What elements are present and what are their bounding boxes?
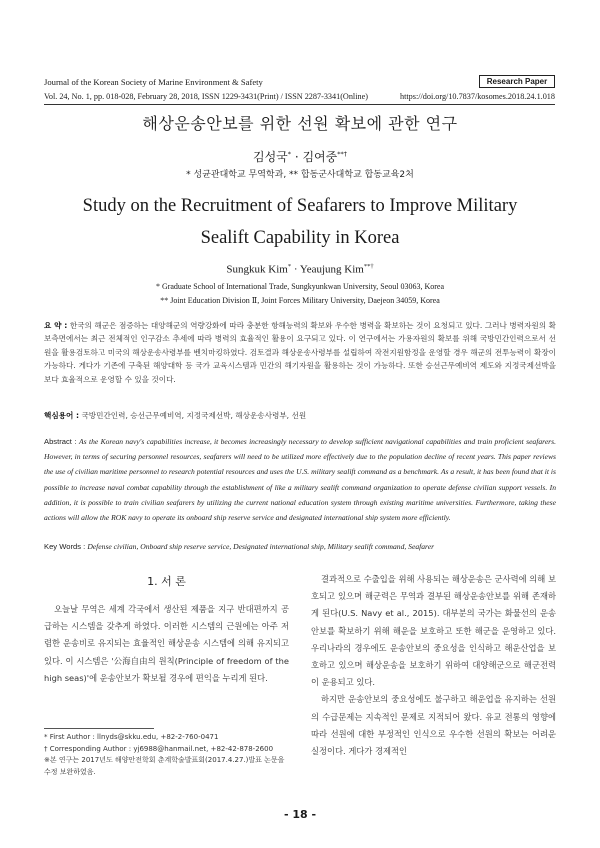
english-affiliation-2: ** Joint Education Division Ⅱ, Joint Forces Military University, Daejeon 34059, Korea (160, 296, 440, 305)
author-2-mark: **† (337, 150, 347, 158)
english-keywords-text: Defense civilian, Onboard ship reserve service, Designated international ship, Military sealift command, Seafarer (87, 542, 435, 551)
english-keywords-label: Key Words : (44, 542, 88, 551)
intro-paragraph-3: 하지만 운송안보의 중요성에도 불구하고 해운업을 유지하는 선원의 수급문제는 지속적인 문제로 지적되어 왔다. 유교 전통의 영향에 따라 선원에 대한 부정적인 인식으로 우수한 선원의 확보는 어려운 실정이다. 게다가 경제적인 (311, 694, 556, 757)
author-separator: · (291, 150, 303, 164)
doi-link[interactable]: https://doi.org/10.7837/kosomes.2018.24.1.018 (400, 92, 555, 101)
korean-keywords-text: 국방민간인력, 승선근무예비역, 지정국제선박, 해상운송사령부, 선원 (79, 411, 307, 420)
korean-title: 해상운송안보를 위한 선원 확보에 관한 연구 (142, 114, 458, 133)
korean-author-2: 김여중 (302, 150, 338, 164)
korean-authors (0, 148, 600, 165)
english-abstract-text: As the Korean navy's capabilities increase, it becomes increasingly necessary to develop sufficient navigational capabilities and train proficient seafarers. However, in terms of securing personnel resources, seafarers will need to be utilized more effectively due to the population decline of recent years. This paper reviews the use of civilian maritime personnel to research potential resources and uses the U.S. military sealift command as a benchmark. As a result, it has been found that it is possible to increase naval combat capability through the establishment of like a military sealift command organization to operate defense civilian support vessels. In addition, it is possible to train civilian seafarers by utilizing the current national education system through existing maritime universities. Furthermore, taking these actions will allow the ROK navy to operate its onboard ship reserve service and designated international ship system more efficiently. (44, 437, 556, 523)
author-1-mark: * (287, 150, 292, 158)
en-author-1-mark: * (287, 263, 292, 270)
en-author-separator: · (291, 263, 300, 276)
korean-keywords-label: 핵심용어 : (44, 411, 80, 420)
english-author-2: Yeaujung Kim (299, 263, 364, 276)
korean-affiliation: * 성균관대학교 무역학과, ** 합동군사대학교 합동교육2처 (186, 170, 414, 180)
english-authors (0, 263, 600, 276)
intro-paragraph-2: 결과적으로 수출입을 위해 사용되는 해상운송은 군사력에 의해 보호되고 있으며 해군력은 무역과 결부된 해상운송안보를 위해 존재하게 된다(U.S. Navy et al., 2015). 대부분의 국가는 화물선의 운송안보를 확보하기 위해 해운을 보호하고 또한 해군을 운영하고 있다. 우리나라의 경우에도 운송안보의 중요성을 인식하고 해운산업을 보호하고 있으며 해상운송을 보호하기 위하여 대양해군으로 해군전력이 운용되고 있다. (311, 574, 556, 688)
english-affiliation-1: * Graduate School of International Trade, Sungkyunkwan University, Seoul 03063, Korea (155, 282, 445, 291)
english-keywords (44, 542, 556, 551)
intro-paragraph-1: 오늘날 무역은 세계 각국에서 생산된 제품을 지구 반대편까지 공급하는 시스템을 갖추게 하였다. 이러한 시스템의 근원에는 아주 저렴한 운송비로 유지되는 효율적인 해상운송 시스템에 의해 유지되고 있다. 이 시스템은 '公海自由의 원칙(Principle of freedom of the high seas)'에 운송안보가 확보될 경우에 편익을 누리게 된다. (44, 604, 289, 683)
english-author-1: Sungkuk Kim (226, 263, 288, 276)
english-title: Study on the Recruitment of Seafarers to Improve Military Sealift Capability in Korea (82, 196, 518, 248)
korean-keywords (44, 410, 556, 421)
english-abstract (44, 434, 556, 525)
korean-author-1: 김성국 (252, 150, 288, 164)
korean-abstract-label: 요 약 : (44, 321, 68, 330)
en-author-2-mark: **† (363, 263, 374, 270)
volume-line: Vol. 24, No. 1, pp. 018-028, February 28, 2018, ISSN 1229-3431(Print) / ISSN 2287-3341(Online) (44, 92, 368, 101)
presentation-note: ※본 연구는 2017년도 해양안전학회 춘계학술발표회(2017.4.27.)발표 논문을 수정 보완하였음. (44, 756, 285, 776)
first-author-footnote: * First Author : llnyds@skku.edu, +82-2-760-0471 (44, 733, 219, 741)
right-column (311, 571, 556, 760)
footnote-rule (44, 728, 154, 729)
journal-name: Journal of the Korean Society of Marine Environment & Safety (44, 77, 263, 87)
page-number: - 18 - (283, 808, 317, 821)
footnotes (44, 732, 289, 778)
left-column (44, 601, 289, 687)
korean-abstract-text: 한국의 해군은 점증하는 대양해군의 역량강화에 따라 충분한 항해능력의 확보와 우수한 병력을 확보하는 것이 요청되고 있다. 그러나 병력자원의 확보측면에서는 최근 전체적인 인구감소 추세에 따라 병력의 효율적인 활용이 요구되고 있다. 이 연구에서는 가용자원의 확보를 위해 국방민간인력으로서 선원을 활용검토하고 미국의 해상운송사령부를 벤치마킹하였다. 검토결과 해상운송사령부를 설립하여 작전지원함정을 운영할 경우 해군의 전투능력이 확장이 가능하다. 게다가 기존에 구축된 해양대학 등 국가 교육시스템과 민간의 해기자원을 활용하는 것이 가능하다. 또한 승선근무예비역 제도와 지정국제선박을 보다 효율적으로 운영할 수 있을 것이다. (44, 321, 556, 384)
research-paper-badge: Research Paper (479, 75, 555, 88)
header-rule (44, 104, 555, 105)
korean-abstract (44, 319, 556, 386)
corresponding-author-footnote: † Corresponding Author : yj6988@hanmail.net, +82-42-878-2600 (44, 744, 274, 753)
english-abstract-label: Abstract : (44, 437, 80, 446)
section-title: 1. 서 론 (147, 575, 186, 588)
